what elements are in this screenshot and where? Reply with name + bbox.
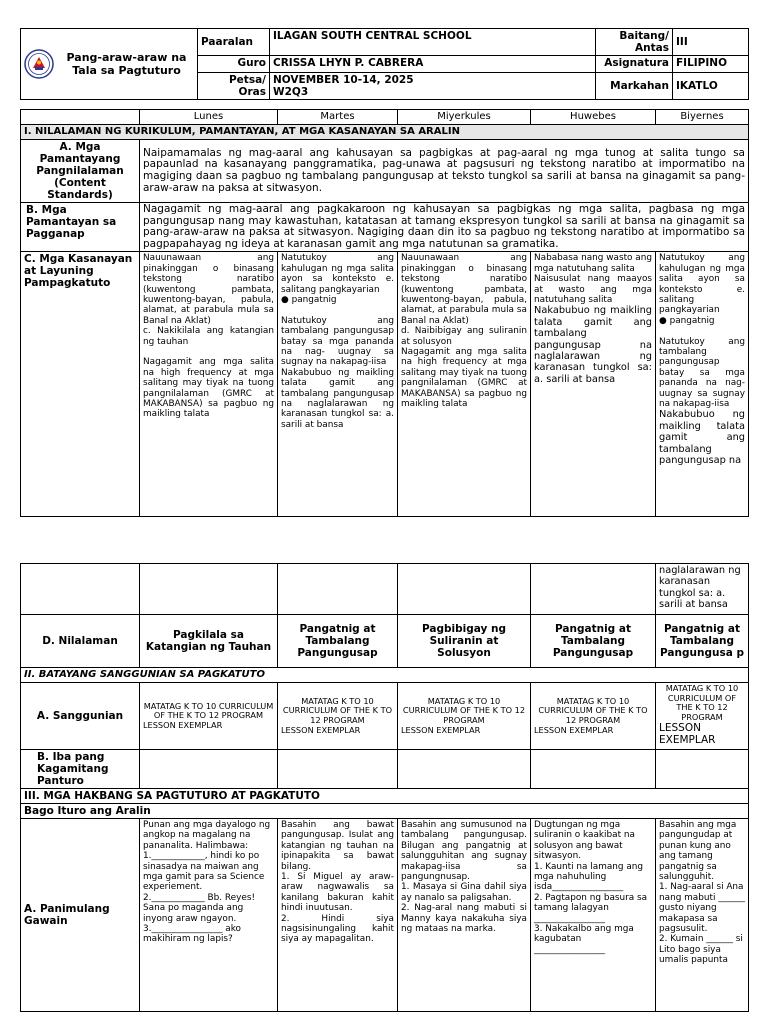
day-header-biyernes: Biyernes [656, 110, 749, 125]
sanggunian-huwebes [531, 683, 656, 750]
day-header-blank [21, 110, 140, 125]
section-3-title: III. MGA HAKBANG SA PAGTUTURO AT PAGKATUTO [21, 789, 749, 804]
plan-table-page-1 [20, 109, 749, 517]
markahan-label: Markahan [596, 73, 673, 100]
plan-table-page-2 [20, 563, 749, 1012]
day-header-huwebes: Huwebes [531, 110, 656, 125]
competency-lunes: Nauunawaan ang pinakinggan o binasang tekstong naratibo (kuwentong pambata, kuwentong-bayan, pabula, alamat, at parabula mula sa Banal na Aklat) c. Nakikilala ang katangian ng tauhan Nagagamit ang mga salita na high frequency at mga salitang may tiyak na tuong pangnilalaman (GMRC at MAKABANSA) sa pagbuo ng maikling talata [140, 252, 278, 517]
logo-cell [21, 29, 198, 100]
performance-standards-label: B. Mga Pamantayan sa Pagganap [21, 203, 140, 252]
nilalaman-martes: Pangatnig at Tambalang Pangungusap [278, 615, 398, 668]
day-header-martes: Martes [278, 110, 398, 125]
competency-martes: Natutukoy ang kahulugan ng mga salita ayon sa konteksto e. salitang pangkayarian ● pangatnig Natutukoy ang tambalang pangungusap batay sa mga pananda na nag- uugnay sa sugnay na nakapag-iisa Nakabubuo ng maikling talata gamit ang tambalang pangungusap na naglalarawan ng karanasan tungkol sa: a. sarili at bansa [278, 252, 398, 517]
nilalaman-label: D. Nilalaman [21, 615, 140, 668]
continuation-miyerkules [398, 564, 531, 615]
petsa-date: NOVEMBER 10-14, 2025 [273, 74, 414, 86]
day-header-lunes: Lunes [140, 110, 278, 125]
sanggunian-lunes-suffix: LESSON EXEMPLAR [143, 719, 223, 730]
sanggunian-lunes-ref: MATATAG K TO 10 CURRICULUM OF THE K TO 12 PROGRAM [143, 700, 274, 721]
competency-huwebes-a: Nababasa nang wasto ang mga natutuhang salita Naisusulat nang maayos at wasto ang mga natutuhang salita [534, 253, 652, 305]
kagamitan-huwebes [531, 750, 656, 789]
section-1-title: I. NILALAMAN NG KURIKULUM, PAMANTAYAN, AT MGA KASANAYAN SA ARALIN [21, 125, 749, 140]
competency-huwebes [531, 252, 656, 517]
asignatura-label: Asignatura [596, 56, 673, 73]
competency-biyernes-continued: naglalarawan ng karanasan tungkol sa: a. sarili at bansa [656, 564, 749, 615]
sanggunian-miyerkules-ref: MATATAG K TO 10 CURRICULUM OF THE K TO 12 PROGRAM [402, 695, 526, 725]
performance-standards-text: Nagagamit ng mag-aaral ang pagkakaroon ng kahusayan sa pagbigkas ng mga salita, pagbasa ng mga pangungusap nang may kawastuhan, katatasan at tamang ekspresyon tungkol sa sarili at bansa na ginagamit sa pang-araw-araw na paksa at sitwasyon. Nagiging daan din ito sa pagbuo ng tekstong naratibo at impormatibo sa pagpapahayag ng ideya at karanasan gamit ang mga natutunan sa gramatika. [140, 203, 749, 252]
sanggunian-huwebes-suffix: LESSON EXEMPLAR [534, 724, 614, 735]
sanggunian-miyerkules [398, 683, 531, 750]
header-table [20, 28, 749, 100]
sanggunian-huwebes-ref: MATATAG K TO 10 CURRICULUM OF THE K TO 12 PROGRAM [538, 695, 648, 725]
sanggunian-martes-suffix: LESSON EXEMPLAR [281, 724, 361, 735]
asignatura-value: FILIPINO [673, 56, 749, 73]
nilalaman-miyerkules: Pagbibigay ng Suliranin at Solusyon [398, 615, 531, 668]
panimulang-miyerkules: Basahin ang sumusunod na tambalang pangungusap. Bilugan ang pangatnig at salungguhitan ang sugnay makapag-iisa sa pangungnusap. 1. Masaya si Gina dahil siya ay nanalo sa paligsahan. 2. Nag-aral nang mabuti si Manny kaya nakakuha siya ng mataas na marka. [398, 819, 531, 1012]
competency-biyernes [656, 252, 749, 517]
form-title: Pang-araw-araw na Tala sa Pagtuturo [66, 51, 187, 77]
kagamitan-biyernes [656, 750, 749, 789]
petsa-label: Petsa/ Oras [198, 73, 270, 100]
panimulang-martes: Basahin ang bawat pangungusap. Isulat ang katangian ng tauhan na ipinapakita sa bawat bilang. 1. Si Miguel ay araw-araw nagwawalis sa kanilang bakuran kahit hindi inuutusan. 2. Hindi siya nagsisinungaling kahit siya ay mapagalitan. [278, 819, 398, 1012]
section-3-subtitle: Bago Ituro ang Aralin [21, 804, 749, 819]
continuation-martes [278, 564, 398, 615]
guro-value: CRISSA LHYN P. CABRERA [270, 56, 596, 73]
section-2-title: II. BATAYANG SANGGUNIAN SA PAGKATUTO [21, 668, 749, 683]
competency-biyernes-a: Natutukoy ang kahulugan ng mga salita ayon sa konteksto e. salitang pangkayarian ● pangatnig Natutukoy ang tambalang pangungusap batay sa mga pananda na nag- uugnay sa sugnay na nakapag-iisa [659, 253, 745, 410]
sanggunian-biyernes [656, 683, 749, 750]
panimulang-biyernes: Basahin ang mga pangungudap at punan kung ano ang tamang pangatnig sa salungguhit. 1. Nag-aaral si Ana nang mabuti ______ gusto niyang makapasa sa pagsusulit. 2. Kumain ______ si Lito bago siya umalis papunta [656, 819, 749, 1012]
panimulang-lunes: Punan ang mga dayalogo ng angkop na magalang na pananalita. Halimbawa: 1.____________, hindi ko po sinasadya na maiwan ang mga gamit para sa Science experiement. 2.____________ Bb. Reyes! Sana po maganda ang inyong araw ngayon. 3.________________ ako makihiram ng lapis? [140, 819, 278, 1012]
continuation-huwebes [531, 564, 656, 615]
continuation-lunes [140, 564, 278, 615]
sanggunian-martes [278, 683, 398, 750]
sanggunian-label: A. Sanggunian [21, 683, 140, 750]
content-standards-label: A. Mga Pamantayang Pangnilalaman (Content Standards) [21, 140, 140, 203]
competency-huwebes-b: Nakabubuo ng maikling talata gamit ang tambalang pangungusap na naglalarawan ng karanasan tungkol sa: a. sarili at bansa [534, 305, 652, 385]
deped-seal-icon [24, 49, 54, 79]
nilalaman-biyernes: Pangatnig at Tambalang Pangungusa p [656, 615, 749, 668]
panimulang-gawain-label: A. Panimulang Gawain [21, 819, 140, 1012]
guro-label: Guro [198, 56, 270, 73]
kagamitan-lunes [140, 750, 278, 789]
petsa-week: W2Q3 [273, 86, 309, 98]
continuation-blank [21, 564, 140, 615]
sanggunian-miyerkules-suffix: LESSON EXEMPLAR [401, 724, 481, 735]
competency-biyernes-b: Nakabubuo ng maikling talata gamit ang tambalang pangungusap na [659, 409, 745, 467]
markahan-value: IKATLO [673, 73, 749, 100]
nilalaman-huwebes: Pangatnig at Tambalang Pangungusap [531, 615, 656, 668]
sanggunian-biyernes-suffix: LESSON EXEMPLAR [659, 722, 716, 747]
iba-pang-kagamitan-label: B. Iba pang Kagamitang Panturo [21, 750, 140, 789]
sanggunian-lunes [140, 683, 278, 750]
nilalaman-lunes: Pagkilala sa Katangian ng Tauhan [140, 615, 278, 668]
paaralan-label: Paaralan [198, 29, 270, 56]
day-header-miyerkules: Miyerkules [398, 110, 531, 125]
competency-miyerkules: Nauunawaan ang pinakinggan o binasang tekstong naratibo (kuwentong pambata, kuwentong-bayan, pabula, alamat, at parabula mula sa Banal na Aklat) d. Naibibigay ang suliranin at solusyon Nagagamit ang mga salita na high frequency at mga salitang may tiyak na tuong pangnilalaman (GMRC at MAKABANSA) sa pagbuo ng maikling talata [398, 252, 531, 517]
learning-competencies-label: C. Mga Kasanayan at Layuning Pampagkatuto [21, 252, 140, 517]
panimulang-huwebes: Dugtungan ng mga suliranin o kaakibat na solusyon ang bawat sitwasyon. 1. Kaunti na lamang ang mga nahuhuling isda________________ 2. Pagtapon ng basura sa tamang lalagyan ________________ 3. Nakakalbo ang mga kagubatan ________________ [531, 819, 656, 1012]
sanggunian-martes-ref: MATATAG K TO 10 CURRICULUM OF THE K TO 12 PROGRAM [282, 695, 393, 725]
sanggunian-biyernes-ref: MATATAG K TO 10 CURRICULUM OF THE K TO 12 PROGRAM [665, 683, 739, 722]
baitang-label: Baitang/ Antas [596, 29, 673, 56]
content-standards-text: Naipamamalas ng mag-aaral ang kahusayan sa pagbigkas at pag-aaral ng mga tunog at salita tungo sa papaunlad na kasanayang panggramatika, pag-unawa at pagsusuri ng tekstong naratibo at impormatibo na magiging daan sa pagbuo ng tambalang pangungusap at teksto tungkol sa sarili at bansa na ginagamit sa pang-araw-araw na paksa at sitwasyon. [140, 140, 749, 203]
baitang-value: III [673, 29, 749, 56]
kagamitan-martes [278, 750, 398, 789]
petsa-value [270, 73, 596, 100]
paaralan-value: ILAGAN SOUTH CENTRAL SCHOOL [270, 29, 596, 56]
kagamitan-miyerkules [398, 750, 531, 789]
